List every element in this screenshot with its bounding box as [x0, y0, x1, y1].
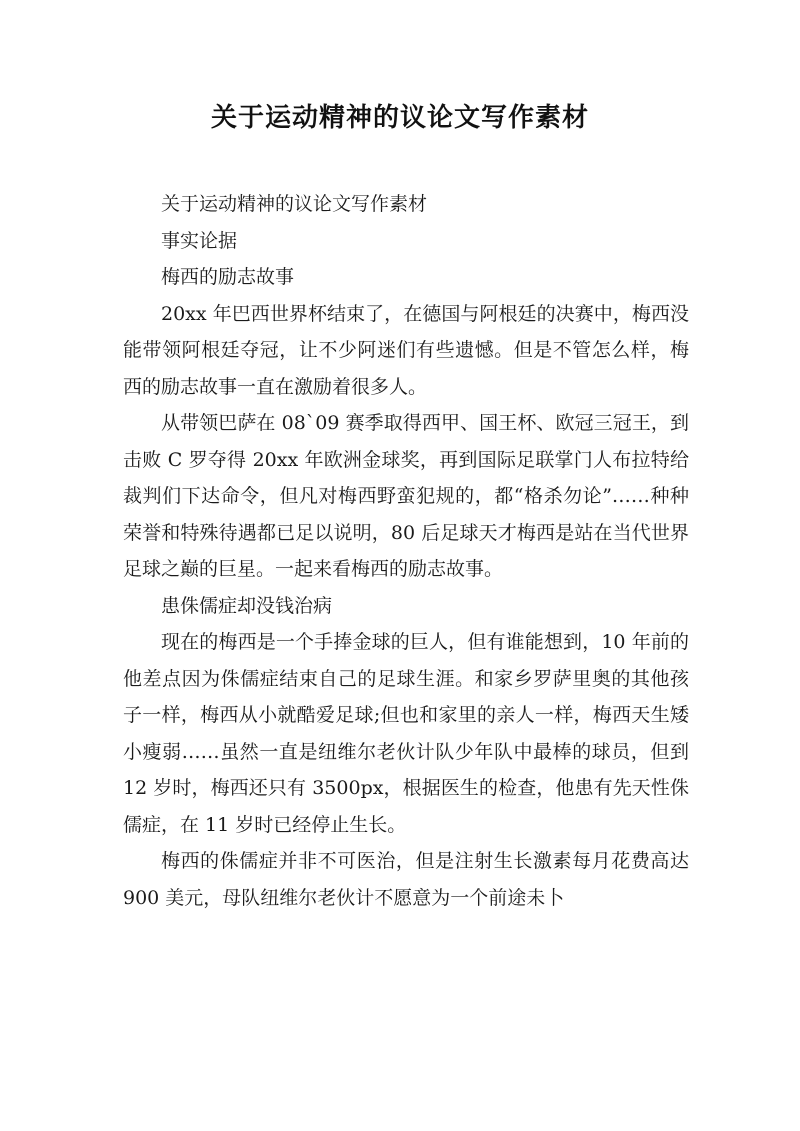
- paragraph: 从带领巴萨在 08`09 赛季取得西甲、国王杯、欧冠三冠王，到击败 C 罗夺得 20xx 年欧洲金球奖，再到国际足联掌门人布拉特给裁判们下达命令，但凡对梅西野蛮犯规的，都“格杀勿论”……种种荣誉和特殊待遇都已足以说明，80 后足球天才梅西是站在当代世界足球之巅的巨星。一起来看梅西的励志故事。: [123, 412, 689, 580]
- paragraph-section-label: 事实论据: [161, 229, 238, 252]
- paragraph: 梅西的侏儒症并非不可医治，但是注射生长激素每月花费高达 900 美元，母队纽维尔老伙计不愿意为一个前途未卜: [123, 850, 689, 909]
- paragraph-heading: 关于运动精神的议论文写作素材: [161, 193, 428, 215]
- paragraph: 20xx 年巴西世界杯结束了，在德国与阿根廷的决赛中，梅西没能带领阿根廷夺冠，让不少阿迷们有些遗憾。但是不管怎么样，梅西的励志故事一直在激励着很多人。: [123, 302, 689, 398]
- document-title: 关于运动精神的议论文写作素材: [210, 103, 589, 133]
- paragraph-subtitle: 患侏儒症却没钱治病: [161, 594, 333, 617]
- document-body: [123, 186, 689, 916]
- paragraph: 现在的梅西是一个手捧金球的巨人，但有谁能想到，10 年前的他差点因为侏儒症结束自己的足球生涯。和家乡罗萨里奥的其他孩子一样，梅西从小就酷爱足球;但也和家里的亲人一样，梅西天生矮小瘦弱……虽然一直是纽维尔老伙计队少年队中最棒的球员，但到 12 岁时，梅西还只有 3500px，根据医生的检查，他患有先天性侏儒症，在 11 岁时已经停止生长。: [123, 631, 689, 836]
- paragraph-subtitle: 梅西的励志故事: [161, 266, 295, 288]
